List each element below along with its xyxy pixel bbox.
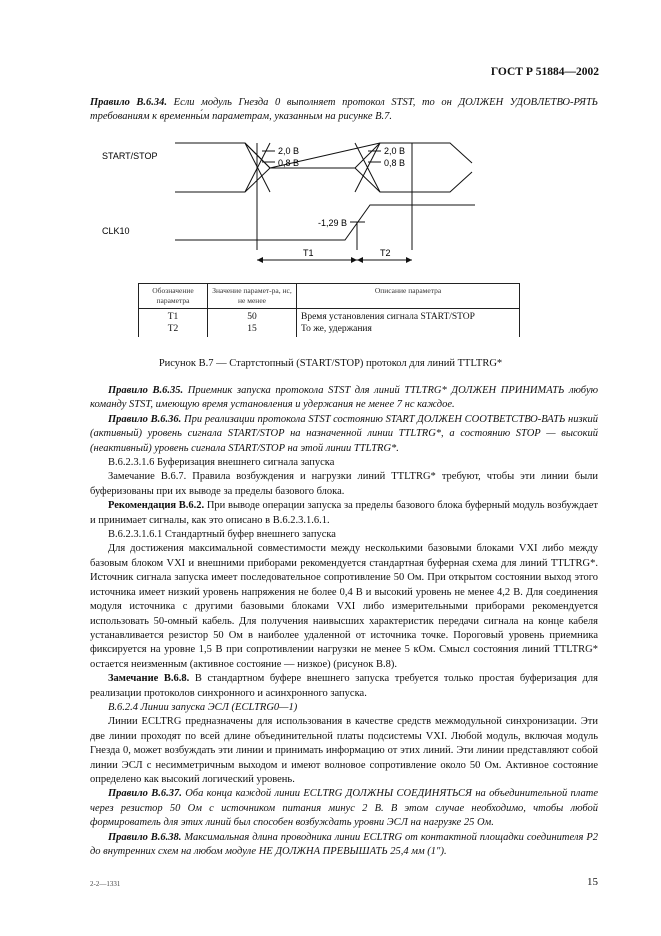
table-header: Значение парамет-ра, нс, не менее <box>208 284 297 309</box>
paragraph: Линии ECLTRG предназначены для использования в качестве средств межмодульной синхронизации. Эти две линии проходят по всей длине объединительной платы подсистемы VXI. Любой модуль, включая модуль Гнезда 0, может возбуждать эти линии и принимать информацию от этих линий. Эти линии представляют собой линии ЭСЛ с несимметричным выходом и имеют волновое сопротивление около 50 Ом. Активное состояние определено как высокий логический уровень. <box>90 716 598 785</box>
paragraph: В.6.2.3.1.6 Буферизация внешнего сигнала запуска <box>108 457 335 469</box>
parameters-table <box>138 283 520 337</box>
paragraph: Рекомендация В.6.2. При выводе операции запуска за пределы базового блока буферный модуль возбуждает и принимает сигналы, как это описано в В.6.2.3.1.6.1. <box>90 500 599 526</box>
page-number: 15 <box>587 876 598 888</box>
paragraph: В.6.2.3.1.6.1 Стандартный буфер внешнего запуска <box>108 529 336 541</box>
signal-label-clk10: CLK10 <box>102 226 130 236</box>
footer-code: 2-2—1331 <box>90 880 121 888</box>
paragraph: Правило В.6.38. Максимальная длина проводника линии ECLTRG от контактной площадки соединителя Р2 до внутренних схем на любом модуле НЕ ДОЛЖНА ПРЕВЫШАТЬ 25,4 мм (1"). <box>90 831 598 857</box>
paragraph: Правило В.6.37. Оба конца каждой линии ECLTRG ДОЛЖНЫ СОЕДИНЯТЬСЯ на объединительной плате через резистор 50 Ом с источником питания минус 2 В. В этом случае необходимо, чтобы любой формирователь для этих линий был способен возбуждать уровни ЭСЛ на нагрузке 25 Ом. <box>90 788 599 829</box>
table-cell: 50 15 <box>208 309 297 338</box>
table-header: Описание параметра <box>297 284 520 309</box>
timing-diagram <box>0 0 661 280</box>
t1-label: Т1 <box>303 248 314 258</box>
t2-label: Т2 <box>380 248 391 258</box>
rule-label: Правило В.6.34. <box>90 97 168 108</box>
paragraph: В.6.2.4 Линии запуска ЭСЛ (ECLTRG0—1) <box>108 701 298 713</box>
paragraph: Правило В.6.36. При реализации протокола STST состоянию START ДОЛЖЕН СООТВЕТСТВО-ВАТЬ низкий (активный) уровень сигнала START/STOP на назначенной линии TTLTRG*, а состоянию STOP — высокий (неактивный) уровень сигнала START/STOP на этой линии TTLTRG*. <box>90 413 598 454</box>
body-text <box>90 384 598 859</box>
threshold-high-1: 2,0 В <box>278 146 300 156</box>
signal-label-start-stop: START/STOP <box>102 151 158 161</box>
table-header: Обозначение параметра <box>139 284 208 309</box>
threshold-low-1: 0,8 В <box>278 158 300 168</box>
paragraph: Замечание В.6.8. В стандартном буфере внешнего запуска требуется только простая буферизация для реализации протоколов синхронного и асинхронного запуска. <box>90 673 598 699</box>
paragraph: Замечание В.6.7. Правила возбуждения и нагрузки линий TTLTRG* требуют, чтобы эти линии были буферизованы при их выводе за пределы базового блока. <box>90 471 598 497</box>
threshold-low-2: 0,8 В <box>384 158 406 168</box>
clk-threshold: -1,29 В <box>318 218 348 228</box>
document-header: ГОСТ Р 51884—2002 <box>490 66 599 78</box>
paragraph: Правило В.6.35. Приемник запуска протокола STST для линий TTLTRG* ДОЛЖЕН ПРИНИМАТЬ любую команду STST, имеющую время установления и удержания не менее 7 нс каждое. <box>90 385 599 411</box>
threshold-high-2: 2,0 В <box>384 146 406 156</box>
figure-caption: Рисунок В.7 — Стартстопный (START/STOP) протокол для линий TTLTRG* <box>158 358 503 369</box>
table-cell: Т1 Т2 <box>139 309 208 338</box>
rule-text: Если модуль Гнезда 0 выполняет протокол STST, то он ДОЛЖЕН УДОВЛЕТВО-РЯТЬ требованиям к временны́м параметрам, указанным на рисунке В.7. <box>90 97 598 123</box>
table-cell: Время установления сигнала START/STOP То же, удержания <box>297 309 520 338</box>
paragraph: Для достижения максимальной совместимости между несколькими базовыми блоками VXI либо между базовым блоком VXI и внешними приборами рекомендуется стандартная буферная схема для линий TTLTRG*. Источник сигнала запуска имеет последовательное сопротивление 50 Ом. При открытом состоянии выход этого источника имеет низкий уровень напряжения не более 0,4 В и высокий уровень не менее 4,2 В. Для соединения модуля источника с другими базовыми блоками VXI либо измерительными приборами рекомендуется использовать 50-омный кабель. Для получения наивысших характеристик передачи сигнала на конце кабеля устанавливается резистор 50 Ом в наиболее удаленной от источника точке. Пороговый уровень приемника фиксируется на уровне 1,5 В при сопротивлении нагрузки не менее 5 кОм. Смысл состояния линий TTLTRG* остается неизменным (активное состояние — низкое) (рисунок В.8). <box>90 543 598 670</box>
